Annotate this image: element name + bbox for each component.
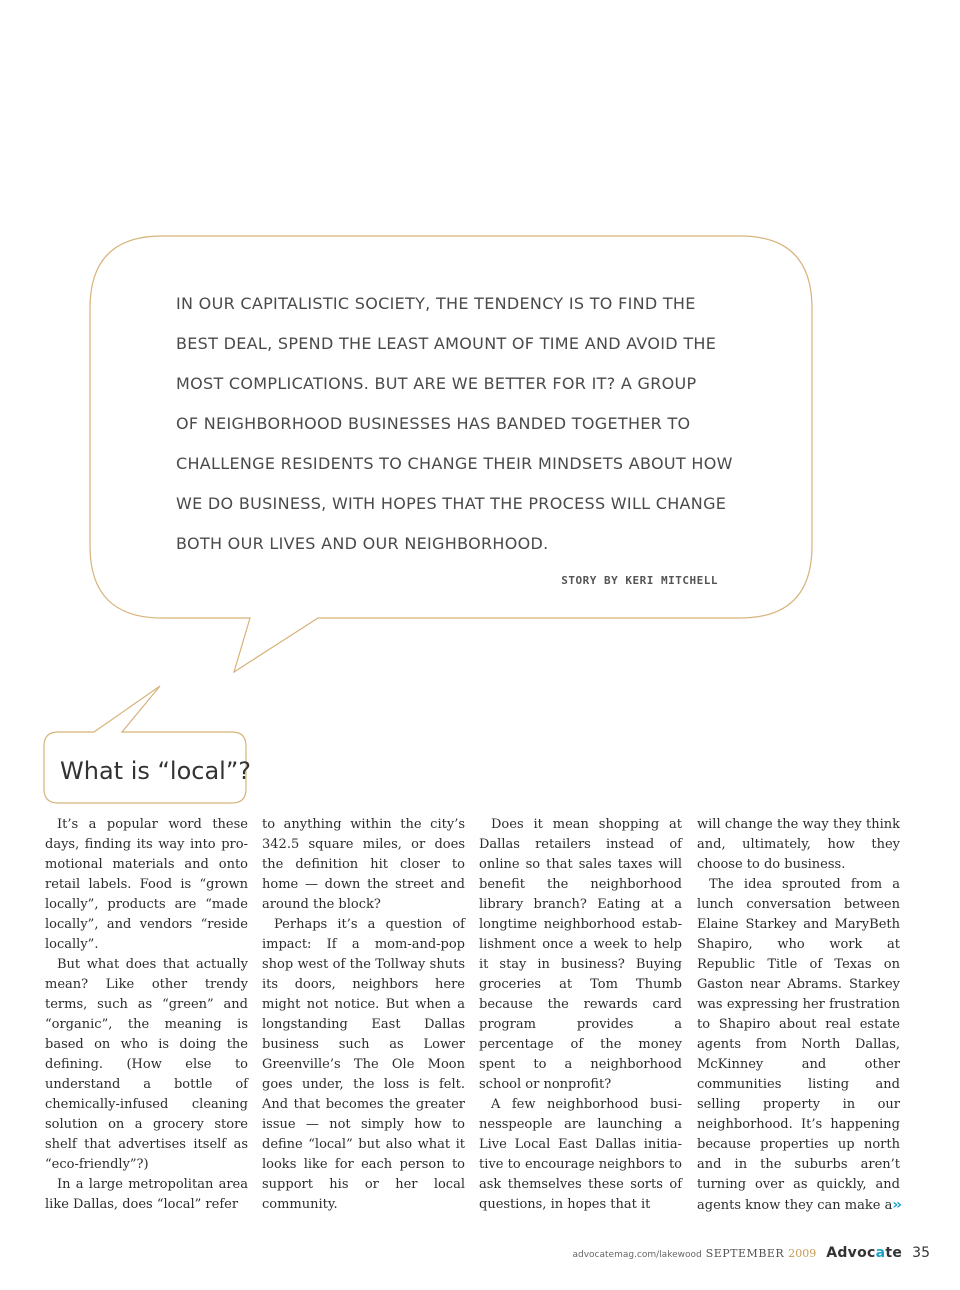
continue-arrow-icon: ›› xyxy=(892,1197,900,1213)
pull-quote-line: BOTH OUR LIVES AND OUR NEIGHBORHOOD. xyxy=(176,534,549,553)
brand-logo: Advocate xyxy=(826,1245,903,1261)
pull-quote xyxy=(176,284,776,564)
paragraph: A few neighborhood businesspeople are launching a Live Local East Dallas initiative to encourage neighbors to ask themselves these sorts of questions, in hopes that it xyxy=(479,1097,682,1212)
footer-year: 2009 xyxy=(788,1247,817,1260)
article-column-3 xyxy=(479,815,682,1215)
paragraph: Does it mean shopping at Dallas retailers instead of online so that sales taxes will benefit the neighborhood library branch? Eating at a longtime neighborhood establishment once a week to help it stay in business? Buying groceries at Tom Thumb because the rewards card program provides a percentage of the money spent to a neighborhood school or nonprofit? xyxy=(479,817,682,1092)
paragraph: In a large metropolitan area like Dallas, does “local” refer xyxy=(45,1177,248,1212)
story-byline: STORY BY KERI MITCHELL xyxy=(561,574,718,587)
subhead-bubble-outline xyxy=(44,686,246,803)
footer-url: advocatemag.com/lakewood xyxy=(572,1250,702,1260)
pull-quote-line: OF NEIGHBORHOOD BUSINESSES HAS BANDED TOGETHER TO xyxy=(176,414,691,433)
paragraph: But what does that actually mean? Like other trendy terms, such as “green” and “organic”, the meaning is based on who is doing the defining. (How else to understand a bottle of chemically-infused cleaning solution on a grocery store shelf that advertises itself as “eco-friendly”?) xyxy=(45,957,248,1172)
page-footer xyxy=(572,1245,930,1261)
pull-quote-line: IN OUR CAPITALISTIC SOCIETY, THE TENDENCY IS TO FIND THE xyxy=(176,294,696,313)
paragraph: It’s a popular word these days, finding its way into promotional materials and onto retail labels. Food is “grown locally”, products are “made locally”, and vendors “reside locally”. xyxy=(45,817,248,952)
paragraph: will change the way they think and, ultimately, how they choose to do business. xyxy=(697,817,900,872)
pull-quote-line: BEST DEAL, SPEND THE LEAST AMOUNT OF TIME AND AVOID THE xyxy=(176,334,717,353)
article-column-2 xyxy=(262,815,465,1215)
paragraph: to anything within the city’s 342.5 square miles, or does the definition hit closer to home — down the street and around the block? xyxy=(262,817,465,912)
pull-quote-line: MOST COMPLICATIONS. BUT ARE WE BETTER FOR IT? A GROUP xyxy=(176,374,697,393)
pull-quote-line: WE DO BUSINESS, WITH HOPES THAT THE PROCESS WILL CHANGE xyxy=(176,494,727,513)
page-number: 35 xyxy=(912,1245,930,1261)
article-column-1 xyxy=(45,815,248,1215)
pull-quote-line: CHALLENGE RESIDENTS TO CHANGE THEIR MINDSETS ABOUT HOW xyxy=(176,454,733,473)
article-column-4 xyxy=(697,815,900,1216)
paragraph xyxy=(697,875,900,1216)
paragraph-text: The idea sprouted from a lunch conversation between Elaine Starkey and MaryBeth Shapiro, who work at Republic Title of Texas on Gaston near Abrams. Starkey was expressing her frustration to Shapiro about real estate agents from North Dallas, McKinney and other communities listing and selling property in our neighborhood. It’s happening because properties up north and in the suburbs aren’t turning over as quickly, and agents know they can make a xyxy=(697,877,900,1213)
section-subhead: What is “local”? xyxy=(60,757,252,785)
footer-month: SEPTEMBER xyxy=(705,1247,785,1260)
paragraph: Perhaps it’s a question of impact: If a mom-and-pop shop west of the Tollway shuts its doors, neighbors here might not notice. But when a longstanding East Dallas business such as Lower Greenville’s The Ole Moon goes under, the loss is felt. And that becomes the greater issue — not simply how to define “local” but also what it looks like for each person to support his or her local community. xyxy=(262,917,465,1212)
